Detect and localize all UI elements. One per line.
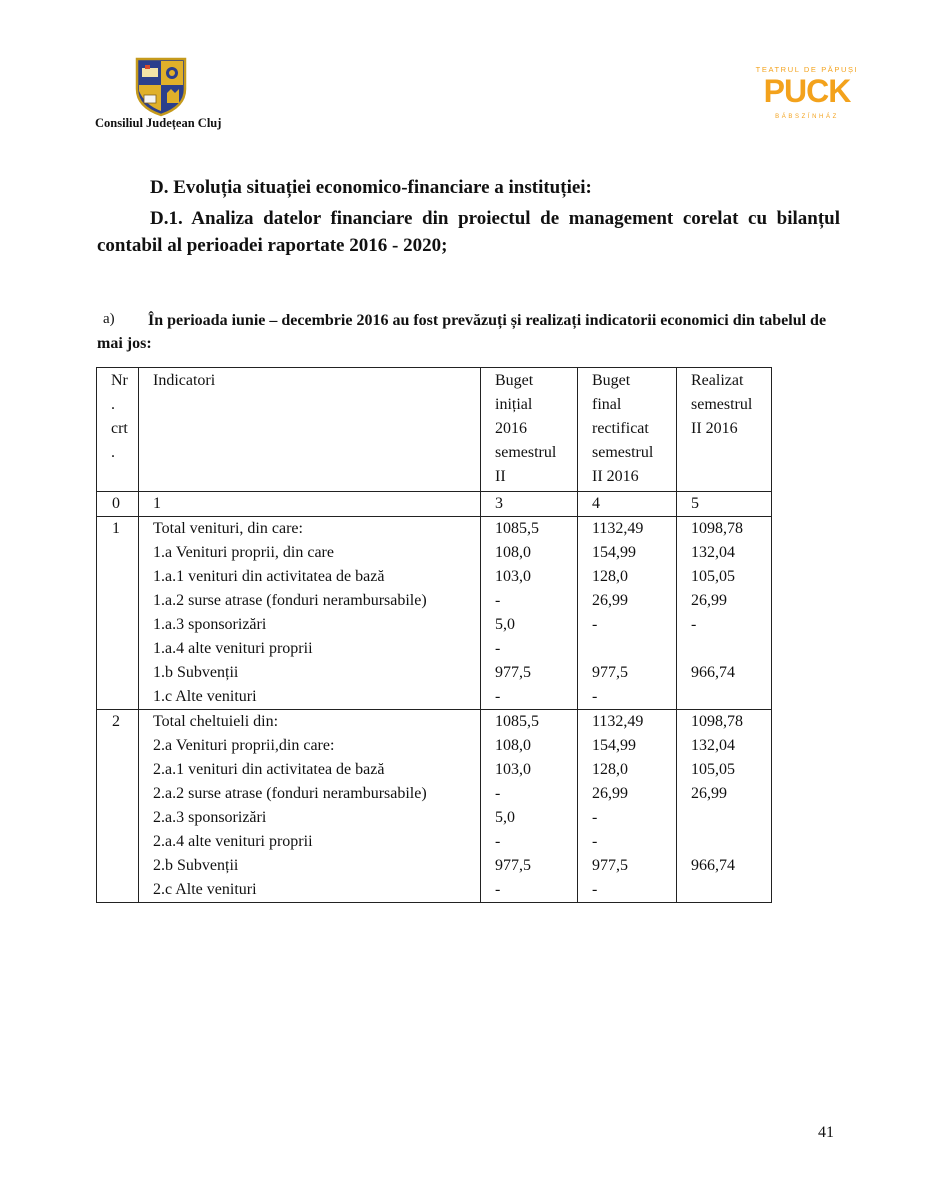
header-nr-crt	[97, 368, 139, 492]
header-indicators	[139, 368, 481, 492]
cell-line: 132,04	[691, 737, 735, 754]
cell-line: -	[592, 881, 598, 898]
indicator-list	[139, 517, 481, 710]
cell-line: 1085,5	[495, 520, 539, 537]
cell-line: Buget	[592, 372, 631, 389]
cell-line	[691, 806, 769, 830]
cell-line: 966,74	[691, 857, 735, 874]
cell-line: 108,0	[495, 544, 531, 561]
council-name: Consiliul Județean Cluj	[95, 116, 222, 130]
index-cell	[97, 492, 139, 517]
cell-line: 1.a Venituri proprii, din care	[153, 544, 334, 561]
table-row	[97, 517, 772, 710]
cell-line: semestrul	[592, 444, 654, 461]
cell-line	[691, 637, 769, 661]
cell-line: 5,0	[495, 809, 515, 826]
cell-line: -	[592, 833, 598, 850]
cell-line: 3	[495, 495, 503, 512]
cell-line: 2.a.2 surse atrase (fonduri nerambursabile)	[153, 785, 427, 802]
cell-line: Indicatori	[153, 372, 216, 389]
cell-line: -	[592, 616, 598, 633]
cell-line: 0	[112, 495, 120, 512]
cell-line: 1132,49	[592, 520, 644, 537]
logo-main-text: PUCK	[763, 73, 851, 109]
cell-line: 2.c Alte venituri	[153, 881, 257, 898]
cell-line: 154,99	[592, 544, 636, 561]
cell-line: II 2016	[691, 420, 738, 437]
cell-line: .	[111, 396, 115, 413]
cell-line: 154,99	[592, 737, 636, 754]
cell-line: 977,5	[495, 664, 531, 681]
cell-line: 26,99	[592, 592, 628, 609]
cell-line: 1.a.4 alte venituri proprii	[153, 640, 313, 657]
section-subtitle: D.1. Analiza datelor financiare din proiectul de management corelat cu bilanțul contabil al perioadei raportate 2016 - 2020;	[97, 208, 840, 256]
index-cell	[578, 492, 677, 517]
cell-line: Realizat	[691, 372, 744, 389]
row-number	[97, 517, 139, 710]
cell-line	[592, 637, 674, 661]
table-body	[97, 368, 772, 903]
header-realized	[677, 368, 772, 492]
cell-line: 2.a.4 alte venituri proprii	[153, 833, 313, 850]
logo-top-text: TEATRUL DE PĂPUȘI	[755, 65, 859, 74]
cell-line: 2.a.1 venituri din activitatea de bază	[153, 761, 385, 778]
cell-line: -	[495, 833, 501, 850]
cell-line: semestrul	[495, 444, 557, 461]
cell-line: -	[495, 785, 501, 802]
cell-line: 5	[691, 495, 699, 512]
index-cell	[677, 492, 772, 517]
cell-line: 1132,49	[592, 713, 644, 730]
cell-line: 966,74	[691, 664, 735, 681]
cell-line: 103,0	[495, 761, 531, 778]
cell-line: 105,05	[691, 568, 735, 585]
cell-line: 105,05	[691, 761, 735, 778]
cell-line: 1	[153, 495, 161, 512]
final-budget-values	[578, 517, 677, 710]
cell-line: Buget	[495, 372, 534, 389]
cell-line: -	[691, 616, 697, 633]
cell-line: 977,5	[495, 857, 531, 874]
cell-line: 2	[112, 713, 120, 730]
header-final-budget	[578, 368, 677, 492]
cell-line: 103,0	[495, 568, 531, 585]
table-header-row	[97, 368, 772, 492]
cell-line: Nr	[111, 372, 128, 389]
cell-line: 132,04	[691, 544, 735, 561]
list-marker: a)	[103, 311, 115, 327]
realized-values	[677, 710, 772, 903]
header-initial-budget	[481, 368, 578, 492]
cell-line: 977,5	[592, 857, 628, 874]
cell-line: 5,0	[495, 616, 515, 633]
cell-line: 1.a.3 sponsorizări	[153, 616, 267, 633]
cell-line: -	[592, 688, 598, 705]
cell-line: 977,5	[592, 664, 628, 681]
puck-theatre-logo	[752, 64, 862, 120]
cell-line: 2.a Venituri proprii,din care:	[153, 737, 335, 754]
cell-line: Total venituri, din care:	[153, 520, 303, 537]
cell-line: 1085,5	[495, 713, 539, 730]
initial-budget-values	[481, 710, 578, 903]
budget-indicators-table	[96, 367, 772, 903]
cell-line: -	[495, 640, 501, 657]
cell-line	[691, 830, 769, 854]
cell-line: 1	[112, 520, 120, 537]
cell-line: final	[592, 396, 622, 413]
cell-line: 128,0	[592, 568, 628, 585]
cell-line: 2.b Subvenții	[153, 857, 239, 874]
intro-paragraph: În perioada iunie – decembrie 2016 au fost prevăzuți și realizați indicatorii economici din tabelul de mai jos:	[97, 312, 827, 352]
cell-line: -	[495, 688, 501, 705]
cell-line: .	[111, 444, 115, 461]
cell-line	[691, 685, 769, 709]
cell-line: 1.a.1 venituri din activitatea de bază	[153, 568, 385, 585]
cell-line: 128,0	[592, 761, 628, 778]
cell-line: 26,99	[691, 592, 727, 609]
cell-line: -	[495, 592, 501, 609]
cell-line: 26,99	[592, 785, 628, 802]
cell-line: crt	[111, 420, 128, 437]
cell-line: semestrul	[691, 396, 753, 413]
cell-line: II	[495, 468, 506, 485]
final-budget-values	[578, 710, 677, 903]
cell-line: -	[495, 881, 501, 898]
row-number	[97, 710, 139, 903]
table-row	[97, 710, 772, 903]
section-title: D. Evoluția situației economico-financiare a instituției:	[150, 177, 592, 198]
index-cell	[481, 492, 578, 517]
cell-line: 1.c Alte venituri	[153, 688, 257, 705]
cell-line: 1.b Subvenții	[153, 664, 239, 681]
index-cell	[139, 492, 481, 517]
cell-line: rectificat	[592, 420, 649, 437]
cell-line: 108,0	[495, 737, 531, 754]
cell-line: 2.a.3 sponsorizări	[153, 809, 267, 826]
cell-line: Total cheltuieli din:	[153, 713, 279, 730]
table-index-row	[97, 492, 772, 517]
initial-budget-values	[481, 517, 578, 710]
cell-line: 26,99	[691, 785, 727, 802]
cell-line: 1098,78	[691, 713, 743, 730]
cell-line: -	[592, 809, 598, 826]
cell-line: inițial	[495, 396, 533, 413]
cell-line: II 2016	[592, 468, 639, 485]
cell-line	[691, 878, 769, 902]
cell-line: 2016	[495, 420, 527, 437]
cell-line: 1098,78	[691, 520, 743, 537]
cell-line: 4	[592, 495, 600, 512]
page-number: 41	[818, 1124, 834, 1141]
cell-line: 1.a.2 surse atrase (fonduri nerambursabile)	[153, 592, 427, 609]
county-coat-of-arms-icon	[133, 55, 189, 117]
logo-bottom-text: BÁBSZÍNHÁZ	[775, 114, 839, 120]
indicator-list	[139, 710, 481, 903]
realized-values	[677, 517, 772, 710]
